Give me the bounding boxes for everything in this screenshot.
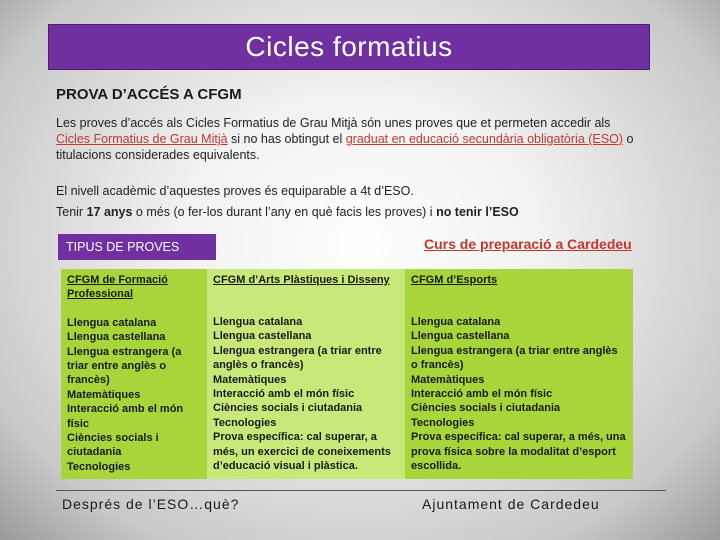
list-item: Ciències socials i ciutadania	[67, 432, 159, 459]
column-header[interactable]: CFGM d’Esports	[411, 274, 498, 286]
list-item: Llengua catalana	[213, 316, 303, 328]
list-item: Ciències socials i ciutadania	[411, 402, 561, 415]
list-item: Llengua estrangera (a triar entre anglès o francès)	[411, 344, 618, 372]
list-item: Llengua estrangera (a triar entre anglès o francès)	[67, 345, 182, 387]
list-item: Interacció amb el món físic	[67, 403, 184, 430]
column-arts	[207, 269, 405, 479]
list-item: Tecnologies	[213, 416, 277, 429]
intro-paragraph: Les proves d’accés als Cicles Formatius de Grau Mitjà són unes proves que et permeten accedir als Cicles Formatius de Grau Mitjà si no has obtingut el graduat en educació secundària obligatòria (ESO) o titulacions considerades equivalents.	[56, 116, 634, 162]
list-item: Interacció amb el món físic	[411, 388, 553, 401]
list-item: Llengua catalana	[67, 316, 157, 329]
list-item: Llengua catalana	[411, 316, 501, 328]
list-item: Matemàtiques	[213, 373, 287, 386]
list-item: Matemàtiques	[411, 373, 485, 386]
list-item: Prova específica: cal superar, a més, una prova física sobre la modalitat d’esport escollida.	[411, 431, 626, 473]
list-item: Llengua castellana	[411, 330, 510, 343]
list-item: Tecnologies	[411, 416, 475, 429]
footer-left-text: Després de l’ESO…què?	[62, 496, 240, 512]
list-item: Llengua castellana	[67, 331, 166, 344]
list-item: Llengua castellana	[213, 330, 312, 343]
list-item: Prova específica: cal superar, a més, un exercici de coneixements d’educació visual i plàstica.	[213, 431, 391, 473]
column-header[interactable]: CFGM d’Arts Plàstiques i Disseny	[213, 274, 390, 286]
tipus-label: TIPUS DE PROVES	[58, 234, 216, 260]
age-paragraph: Tenir 17 anys o més (o fer-los durant l’any en què facis les proves) i no tenir l’ESO	[56, 205, 519, 219]
list-item: Llengua estrangera (a triar entre anglès o francès)	[213, 344, 382, 372]
list-item: Interacció amb el món físic	[213, 388, 355, 401]
section-heading: PROVA D’ACCÉS A CFGM	[56, 86, 242, 103]
column-header[interactable]: CFGM de Formació Professional	[67, 274, 168, 301]
proves-table	[61, 269, 633, 479]
column-formacio	[61, 269, 207, 479]
list-item: Matemàtiques	[67, 388, 141, 401]
curs-link[interactable]: Curs de preparació a Cardedeu	[424, 236, 632, 252]
eso-link[interactable]: graduat en educació secundària obligatòria (ESO)	[345, 132, 623, 146]
list-item: Ciències socials i ciutadania	[213, 402, 363, 415]
footer-divider	[56, 490, 666, 491]
footer-right-text: Ajuntament de Cardedeu	[422, 496, 600, 512]
slide-title: Cicles formatius	[48, 24, 650, 70]
level-paragraph: El nivell acadèmic d’aquestes proves és equiparable a 4t d’ESO.	[56, 184, 414, 198]
column-esports	[405, 269, 633, 479]
cicles-link[interactable]: Cicles Formatius de Grau Mitjà	[56, 132, 228, 146]
list-item: Tecnologies	[67, 460, 131, 473]
